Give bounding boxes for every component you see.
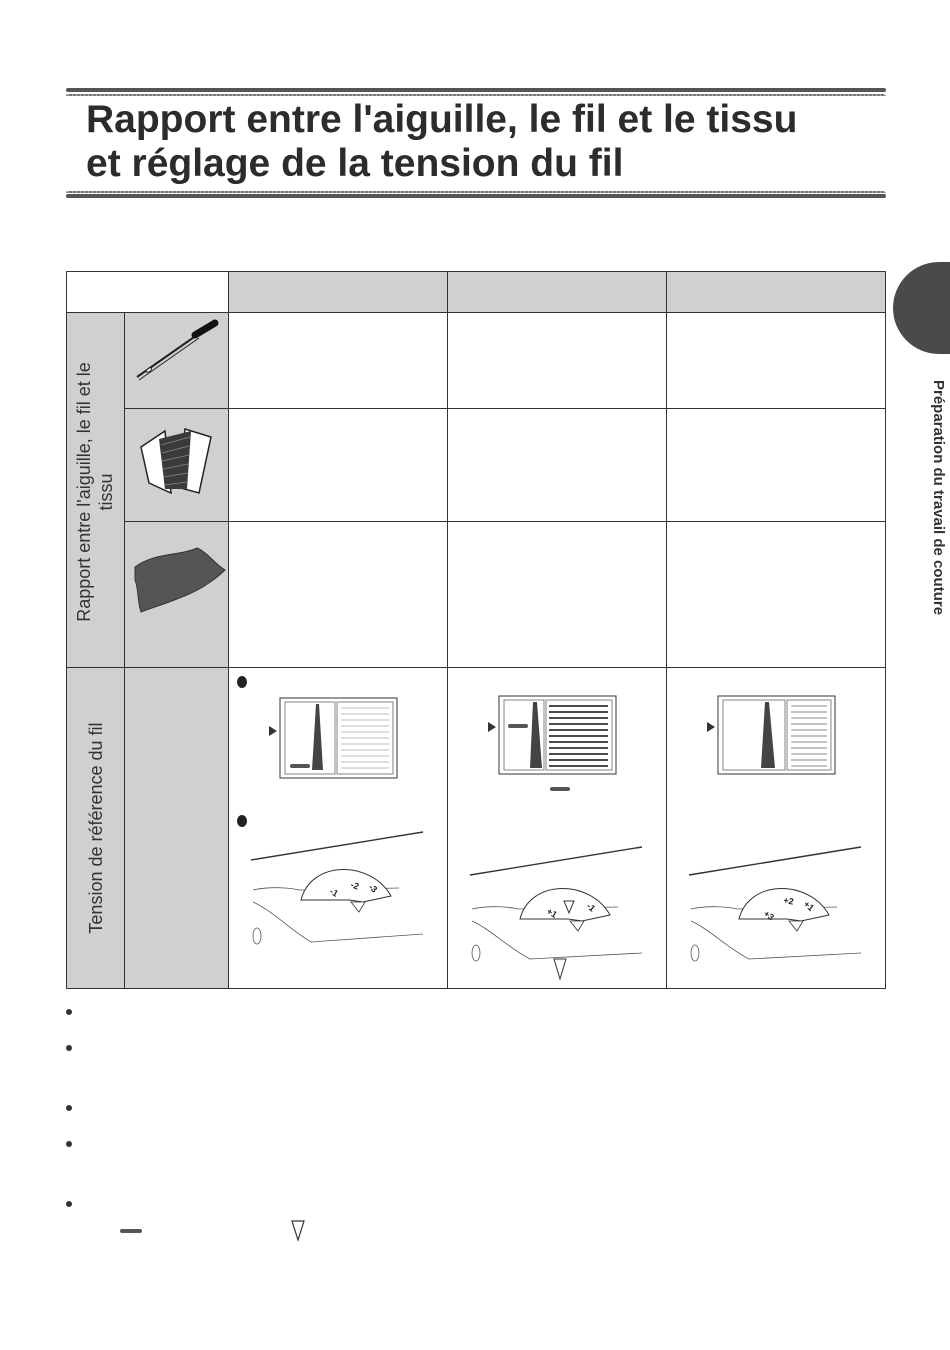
dial-label: +1 [801, 898, 817, 914]
needle-col-2 [447, 312, 667, 409]
title-rule-bottom [66, 194, 886, 198]
page-title-line-1: Rapport entre l'aiguille, le fil et le tissu [86, 98, 798, 141]
header-empty-cell [66, 271, 229, 313]
needle-icon [125, 313, 225, 403]
row-group-tension-label: Tension de référence du fil [86, 722, 106, 934]
page-title-line-2: et réglage de la tension du fil [86, 142, 624, 185]
note-bullet [66, 1045, 72, 1051]
dial-label: -1 [584, 900, 598, 914]
fabric-col-1 [228, 521, 448, 668]
bullet-dot [237, 676, 247, 688]
title-rule-bottom-dots [66, 191, 886, 193]
tension-col-2 [447, 667, 667, 989]
tension-dial-icon [251, 830, 426, 950]
dial-label: -1 [328, 886, 340, 899]
header-col-1 [228, 271, 448, 313]
section-tab-marker [893, 262, 950, 354]
section-side-label: Préparation du travail de couture [930, 380, 947, 616]
lcd-tension-display-icon [486, 696, 626, 826]
needle-col-1 [228, 312, 448, 409]
dial-label: -3 [366, 881, 380, 895]
fabric-icon [125, 522, 225, 662]
fabric-col-2 [447, 521, 667, 668]
lcd-tension-display-icon [267, 696, 402, 786]
needle-thread-fabric-table [66, 271, 886, 989]
fabric-icon-cell [124, 521, 229, 668]
lcd-tension-display-icon [705, 696, 840, 786]
lcd-line-symbol-icon [120, 1227, 144, 1235]
thread-icon-cell [124, 408, 229, 522]
header-col-2 [447, 271, 667, 313]
needle-col-3 [666, 312, 886, 409]
dial-label: +3 [761, 908, 776, 923]
fabric-col-3 [666, 521, 886, 668]
tension-icon-cell [124, 667, 229, 989]
needle-icon-cell [124, 312, 229, 409]
row-group-relationship-label: Rapport entre l'aiguille, le fil et le tissu [74, 362, 116, 622]
row-group-relationship [66, 312, 125, 668]
thread-col-3 [666, 408, 886, 522]
note-bullet [66, 1009, 72, 1015]
note-bullet [66, 1201, 72, 1207]
page-title [86, 98, 886, 186]
row-group-tension [66, 667, 125, 989]
tension-dial-icon [470, 843, 645, 993]
header-col-3 [666, 271, 886, 313]
dial-label: +2 [782, 895, 795, 907]
triangle-mark-icon [291, 1220, 305, 1242]
thread-col-2 [447, 408, 667, 522]
tension-col-1 [228, 667, 448, 989]
title-rule-top [66, 88, 886, 92]
bullet-dot [237, 815, 247, 827]
dial-label: +1 [545, 906, 559, 920]
note-bullet [66, 1141, 72, 1147]
thread-spool-icon [125, 409, 225, 519]
tension-dial-icon [689, 843, 864, 973]
dial-label: -2 [349, 879, 361, 892]
title-rule-top-dots [66, 94, 886, 96]
thread-col-1 [228, 408, 448, 522]
note-bullet [66, 1105, 72, 1111]
tension-col-3 [666, 667, 886, 989]
